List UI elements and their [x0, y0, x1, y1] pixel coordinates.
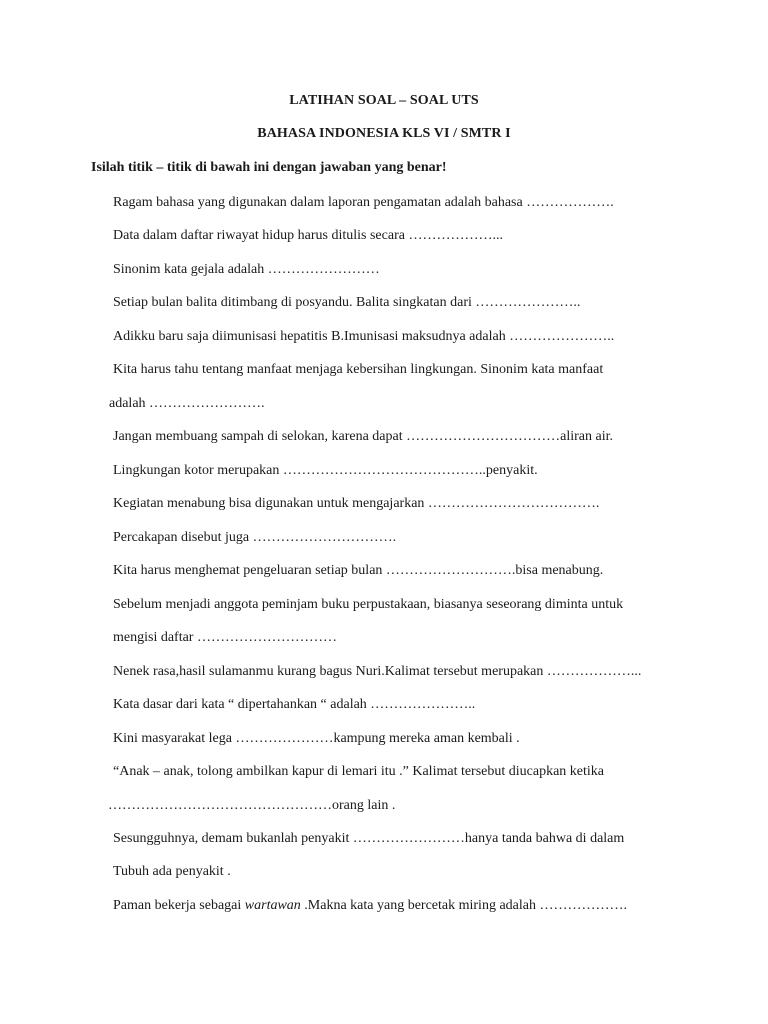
question-text: Kita harus menghemat pengeluaran setiap bulan ……………………….bisa menabung.: [113, 563, 604, 578]
question-text: Kata dasar dari kata “ dipertahankan “ adalah …………………..: [113, 697, 476, 712]
question-text: Sebelum menjadi anggota peminjam buku perpustakaan, biasanya seseorang diminta untuk: [113, 597, 624, 612]
question-continuation: …………………………………………orang lain .: [108, 798, 396, 813]
page-subtitle: BAHASA INDONESIA KLS VI / SMTR I: [257, 126, 511, 141]
question-text-after: .Makna kata yang bercetak miring adalah ……………….: [300, 898, 627, 913]
question-continuation: mengisi daftar …………………………: [113, 630, 337, 645]
question-text: Setiap bulan balita ditimbang di posyandu. Balita singkatan dari …………………..: [113, 295, 581, 310]
question-text: Jangan membuang sampah di selokan, karena dapat ……………………………aliran air.: [113, 429, 613, 444]
question-text-before: Paman bekerja sebagai: [113, 898, 245, 913]
question-text: Lingkungan kotor merupakan ……………………………………..penyakit.: [113, 463, 538, 478]
question-text: Kegiatan menabung bisa digunakan untuk mengajarkan ……………………………….: [113, 496, 600, 511]
question-text: Kita harus tahu tentang manfaat menjaga kebersihan lingkungan. Sinonim kata manfaat: [113, 362, 604, 377]
instruction-text: Isilah titik – titik di bawah ini dengan jawaban yang benar!: [91, 160, 447, 175]
question-continuation: Tubuh ada penyakit .: [113, 864, 231, 879]
question-text: Nenek rasa,hasil sulamanmu kurang bagus Nuri.Kalimat tersebut merupakan ………………...: [113, 664, 642, 679]
question-continuation: adalah …………………….: [109, 396, 265, 411]
italic-word: wartawan: [244, 898, 301, 913]
question-text: Sesungguhnya, demam bukanlah penyakit ……………………hanya tanda bahwa di dalam: [113, 831, 625, 846]
question-text: Sinonim kata gejala adalah ……………………: [113, 262, 380, 277]
question-text: Ragam bahasa yang digunakan dalam laporan pengamatan adalah bahasa ……………….: [113, 195, 614, 210]
question-text: “Anak – anak, tolong ambilkan kapur di lemari itu .” Kalimat tersebut diucapkan ketika: [113, 764, 605, 779]
question-text: Kini masyarakat lega …………………kampung mereka aman kembali .: [113, 731, 520, 746]
question-text: Percakapan disebut juga ………………………….: [113, 530, 397, 545]
question-text: Adikku baru saja diimunisasi hepatitis B.Imunisasi maksudnya adalah …………………..: [113, 329, 615, 344]
question-text: Data dalam daftar riwayat hidup harus ditulis secara ………………...: [113, 228, 503, 243]
question-text: [113, 897, 627, 915]
page-title: LATIHAN SOAL – SOAL UTS: [289, 93, 479, 108]
